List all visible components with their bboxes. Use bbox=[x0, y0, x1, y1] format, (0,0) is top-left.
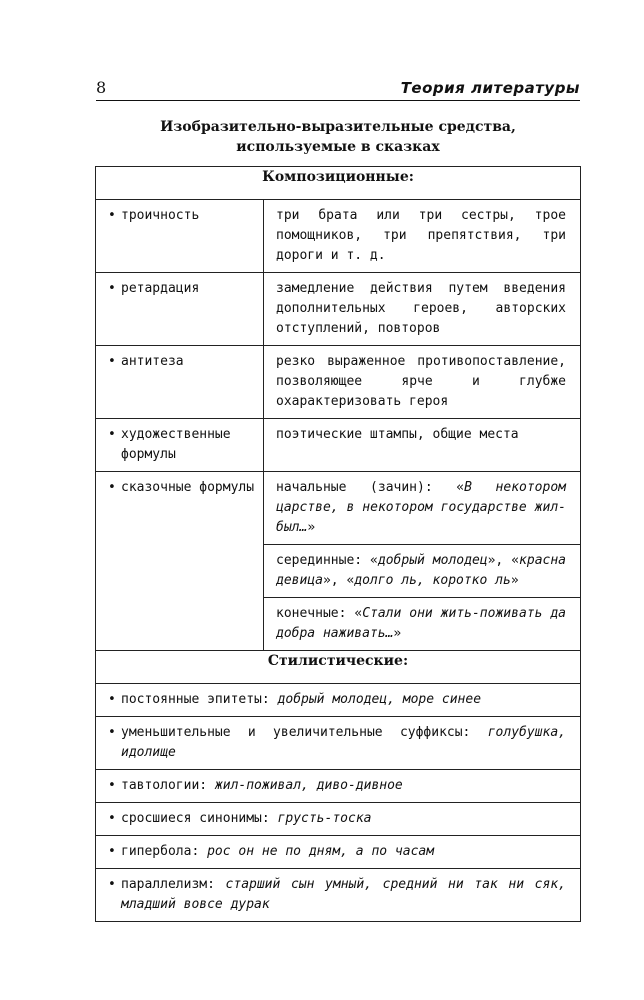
definition: резко выраженное противопоставление, позволяющее ярче и глубже охарактеризовать героя bbox=[264, 346, 581, 419]
bullet-icon: • bbox=[108, 778, 116, 793]
table-row bbox=[96, 273, 581, 346]
bullet-icon: • bbox=[108, 480, 116, 495]
table-row bbox=[96, 684, 581, 717]
bullet-icon: • bbox=[108, 427, 116, 442]
definition: три брата или три сестры, трое помощников, три препятствия, три дороги и т. д. bbox=[264, 200, 581, 273]
device-text: тавтологии: жил-поживал, диво-дивное bbox=[121, 778, 403, 793]
table-row bbox=[96, 200, 581, 273]
definition: поэтические штампы, общие места bbox=[264, 419, 581, 472]
bullet-icon: • bbox=[108, 208, 116, 223]
page-number: 8 bbox=[96, 78, 107, 97]
running-title: Теория литературы bbox=[400, 79, 580, 97]
title-line-2: используемые в сказках bbox=[236, 139, 440, 155]
term: ретардация bbox=[121, 281, 200, 296]
bullet-icon: • bbox=[108, 354, 116, 369]
page-title bbox=[96, 117, 580, 157]
table-row bbox=[96, 836, 581, 869]
table-row bbox=[96, 472, 581, 545]
bullet-icon: • bbox=[108, 844, 116, 859]
definition: замедление действия путем введения дополнительных героев, авторских отступлений, повторов bbox=[264, 273, 581, 346]
term: троичность bbox=[121, 208, 200, 223]
device-text: сросшиеся синонимы: грусть-тоска bbox=[121, 811, 372, 826]
bullet-icon: • bbox=[108, 811, 116, 826]
bullet-icon: • bbox=[108, 877, 116, 892]
device-text: гипербола: рос он не по дням, а по часам bbox=[121, 844, 435, 859]
device-text: постоянные эпитеты: добрый молодец, море синее bbox=[121, 692, 482, 707]
device-text: уменьшительные и увеличительные суффиксы: голубушка, идолище bbox=[121, 725, 566, 760]
formula-final: конечные: «Стали они жить-поживать да добра наживать…» bbox=[264, 598, 581, 651]
term: художественные формулы bbox=[121, 427, 231, 462]
table-row bbox=[96, 869, 581, 922]
bullet-icon: • bbox=[108, 281, 116, 296]
bullet-icon: • bbox=[108, 725, 116, 740]
bullet-icon: • bbox=[108, 692, 116, 707]
table-row bbox=[96, 717, 581, 770]
title-line-1: Изобразительно-выразительные средства, bbox=[160, 119, 516, 135]
term: сказочные формулы bbox=[121, 480, 255, 495]
table-row bbox=[96, 346, 581, 419]
formula-middle: серединные: «добрый молодец», «красна девица», «долго ль, коротко ль» bbox=[264, 545, 581, 598]
page-header bbox=[96, 78, 580, 101]
section-heading-stylistic: Стилистические: bbox=[96, 651, 581, 684]
table-row bbox=[96, 770, 581, 803]
device-text: параллелизм: старший сын умный, средний ни так ни сяк, младший вовсе дурак bbox=[121, 877, 566, 912]
devices-table bbox=[95, 166, 581, 922]
term: антитеза bbox=[121, 354, 184, 369]
table-row bbox=[96, 419, 581, 472]
formula-initial: начальные (зачин): «В некотором царстве, в некотором государстве жил-был…» bbox=[264, 472, 581, 545]
section-heading-compositional: Композиционные: bbox=[96, 167, 581, 200]
table-row bbox=[96, 803, 581, 836]
